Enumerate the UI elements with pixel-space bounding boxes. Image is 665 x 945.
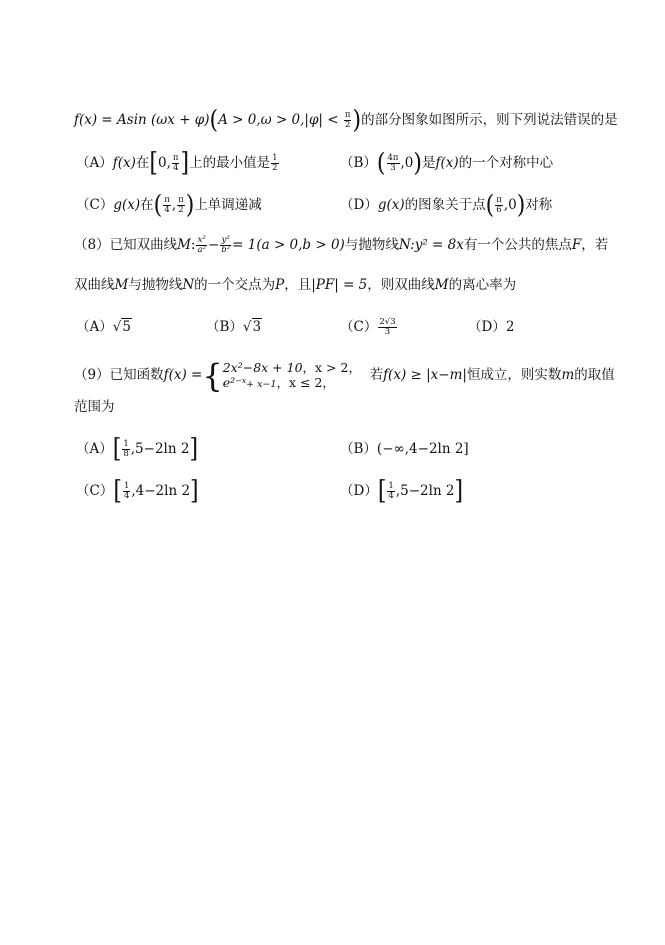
q7-option-c[interactable]: （C）g(x)在( $\frac{\pi}{4}$ , $\frac{\pi}{2}$ )上单调递减 (76, 190, 262, 220)
q7-stem: f(x) = Asin (ωx + φ)(A > 0,ω > 0,|φ| < $\frac{\pi}{2}$ )的部分图象如图所示，则下列说法错误的是 (74, 105, 618, 135)
q9-stem-line2: 范围为 (74, 399, 115, 415)
q9-option-a[interactable]: （A）[ $\frac{1}{8}$ ,5−2ln 2] (76, 433, 199, 464)
q7-cond: A > 0,ω > 0,|φ| < (218, 112, 339, 128)
q9-option-d[interactable]: （D）[ $\frac{1}{4}$ ,5−2ln 2] (340, 475, 464, 506)
q7-option-a[interactable]: （A）f(x)在[0, $\frac{\pi}{4}$ ]上的最小值是 $\frac{1}{2}$ (76, 147, 278, 178)
q8-option-d[interactable]: （D）2 (468, 319, 515, 335)
q8-stem-line1: （8）已知双曲线M: $\frac{\text{x²}}{\text{a²}}$ − $\frac{\text{y²}}{\text{b²}}$ = 1(a > 0,b > 0)与抛物线N:y² = 8x有一个公共的焦点F，若 (74, 235, 609, 255)
q7-option-d[interactable]: （D）g(x)的图象关于点( $\frac{\pi}{6}$ ,0)对称 (340, 190, 553, 220)
q7-func: f(x) = Asin (ωx + φ) (74, 112, 210, 128)
q9-stem-line1: （9）已知函数f(x) ={ 2x²−8x + 10，x > 2， e²⁻ˣ+ x−1，x ≤ 2， 若f(x) ≥ |x−m|恒成立，则实数m的取值 (74, 356, 615, 395)
q8-stem-line2: 双曲线M与抛物线N的一个交点为P，且|PF| = 5，则双曲线M的离心率为 (74, 277, 517, 293)
q8-option-c[interactable]: （C） $\frac{2√3}{3}$ (340, 317, 396, 337)
q9-option-b[interactable]: （B）(−∞,4−2ln 2] (340, 441, 469, 457)
q7-stem-text: 的部分图象如图所示，则下列说法错误的是 (361, 112, 618, 128)
q8-option-a[interactable]: （A）√5 (76, 319, 131, 335)
q9-option-c[interactable]: （C）[ $\frac{1}{4}$ ,4−2ln 2] (76, 475, 199, 506)
q7-cond-frac: $\frac{\pi}{2}$ (344, 110, 351, 130)
q7-option-b[interactable]: （B）( $\frac{4\pi}{3}$ ,0)是f(x)的一个对称中心 (340, 148, 554, 178)
q8-option-b[interactable]: （B）√3 (206, 319, 262, 335)
